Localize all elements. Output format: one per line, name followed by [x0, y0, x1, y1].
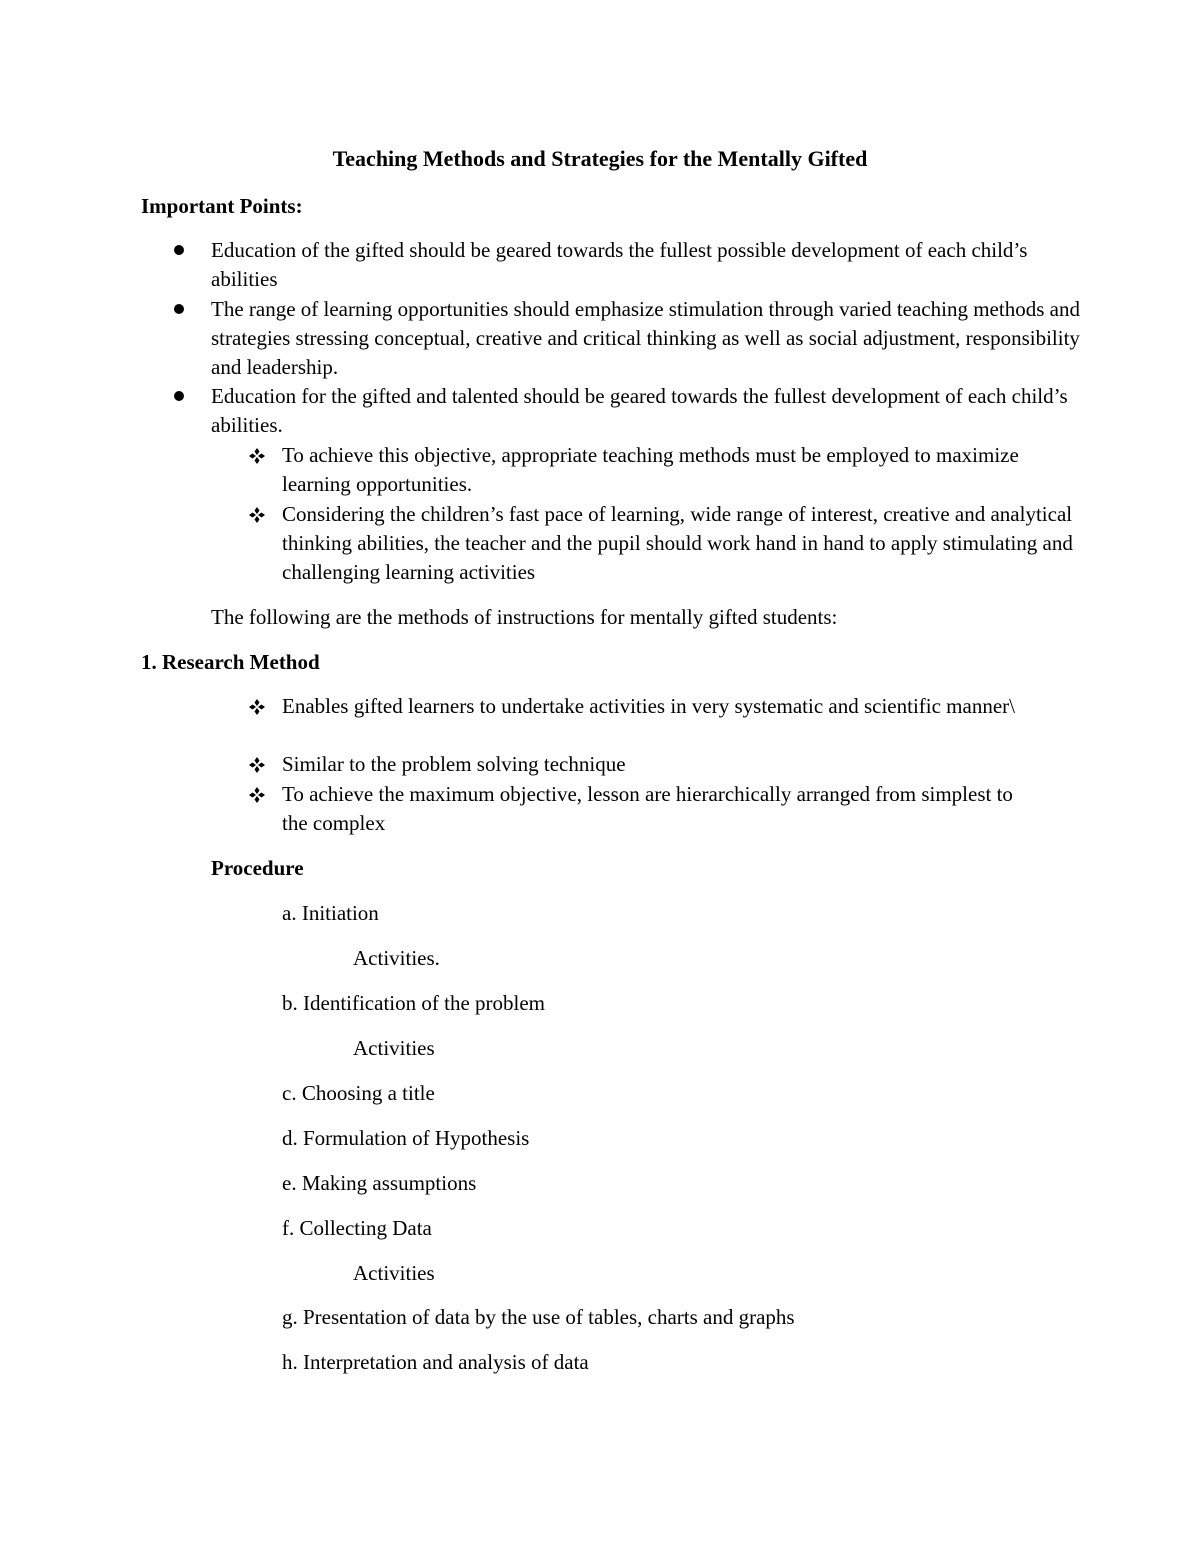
four-diamond-bullet-icon — [248, 506, 266, 524]
research-point-3: To achieve the maximum objective, lesson are hierarchically arranged from simplest to the complex — [282, 782, 1013, 835]
document-title: Teaching Methods and Strategies for the Mentally Gifted — [332, 146, 868, 171]
sub-point-1: To achieve this objective, appropriate teaching methods must be employed to maximize learning opportunities. — [282, 443, 1019, 496]
four-diamond-bullet-icon — [248, 756, 266, 774]
important-point-2: The range of learning opportunities should emphasize stimulation through varied teaching methods and strategies stressing conceptual, creative and critical thinking as well as social adjustment, responsibility and leadership. — [211, 297, 1080, 379]
bullet-icon — [174, 245, 184, 255]
sub-point-2: Considering the children’s fast pace of learning, wide range of interest, creative and analytical thinking abilities, the teacher and the pupil should work hand in hand to apply stimulating and challenging learning activities — [282, 502, 1073, 584]
procedure-step-c: c. Choosing a title — [282, 1081, 435, 1105]
research-point-2: Similar to the problem solving technique — [282, 752, 626, 776]
intro-paragraph: The following are the methods of instructions for mentally gifted students: — [211, 605, 838, 629]
procedure-step-f-activities: Activities — [353, 1261, 435, 1285]
procedure-step-d: d. Formulation of Hypothesis — [282, 1126, 530, 1150]
procedure-step-e: e. Making assumptions — [282, 1171, 477, 1195]
procedure-step-b-activities: Activities — [353, 1036, 435, 1060]
procedure-step-h: h. Interpretation and analysis of data — [282, 1350, 589, 1374]
procedure-step-f: f. Collecting Data — [282, 1216, 432, 1240]
procedure-step-a: a. Initiation — [282, 901, 379, 925]
important-points-heading: Important Points: — [141, 194, 303, 218]
bullet-icon — [174, 304, 184, 314]
four-diamond-bullet-icon — [248, 698, 266, 716]
section-heading-research-method: 1. Research Method — [141, 650, 320, 674]
important-point-1: Education of the gifted should be geared towards the fullest possible development of each child’s abilities — [211, 238, 1028, 291]
four-diamond-bullet-icon — [248, 786, 266, 804]
procedure-step-a-activities: Activities. — [353, 946, 440, 970]
procedure-heading: Procedure — [211, 856, 304, 880]
important-point-3: Education for the gifted and talented should be geared towards the fullest development of each child’s abilities. — [211, 384, 1068, 437]
procedure-step-g: g. Presentation of data by the use of tables, charts and graphs — [282, 1305, 795, 1329]
procedure-step-b: b. Identification of the problem — [282, 991, 546, 1015]
four-diamond-bullet-icon — [248, 447, 266, 465]
research-point-1: Enables gifted learners to undertake activities in very systematic and scientific manner\ — [282, 694, 1015, 718]
bullet-icon — [174, 391, 184, 401]
